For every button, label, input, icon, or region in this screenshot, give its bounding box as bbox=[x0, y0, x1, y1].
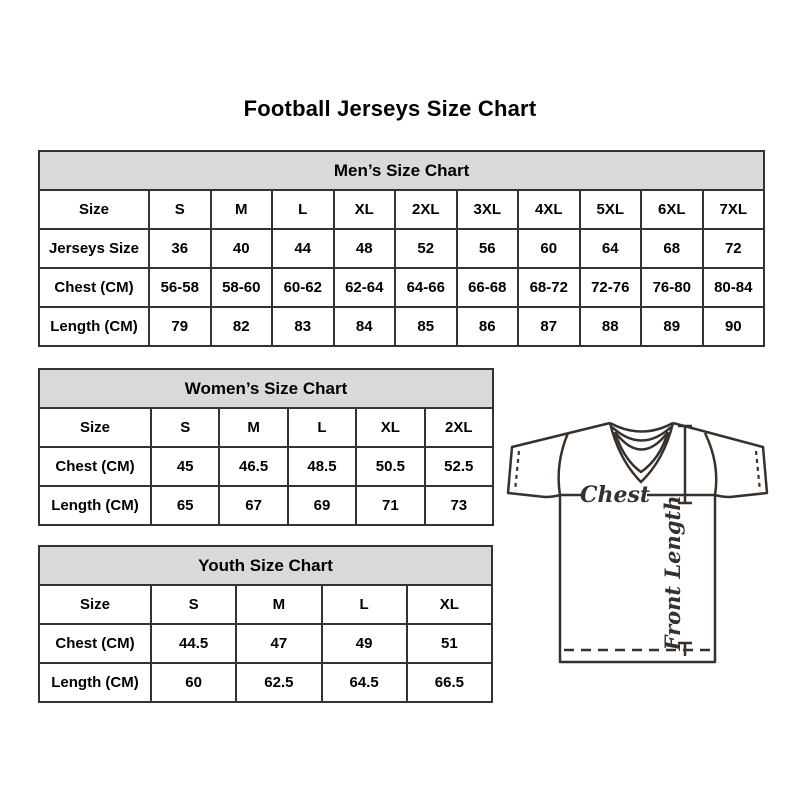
youth-table-title: Youth Size Chart bbox=[39, 546, 492, 585]
table-cell: 88 bbox=[580, 307, 642, 346]
table-cell: L bbox=[288, 408, 356, 447]
mens-table-title: Men’s Size Chart bbox=[39, 151, 764, 190]
table-row bbox=[39, 229, 764, 268]
table-cell: XL bbox=[407, 585, 492, 624]
table-cell: 66.5 bbox=[407, 663, 492, 702]
page-title: Football Jerseys Size Chart bbox=[243, 96, 537, 121]
row-label: Size bbox=[39, 585, 151, 624]
vneck-inner bbox=[615, 432, 668, 472]
table-cell: 72 bbox=[703, 229, 765, 268]
table-cell: 44.5 bbox=[151, 624, 236, 663]
mens-size-table bbox=[38, 150, 765, 347]
table-cell: 47 bbox=[236, 624, 321, 663]
table-cell: S bbox=[151, 585, 236, 624]
table-cell: 49 bbox=[322, 624, 407, 663]
table-cell: 5XL bbox=[580, 190, 642, 229]
table-row bbox=[39, 307, 764, 346]
youth-size-table bbox=[38, 545, 493, 703]
table-cell: M bbox=[211, 190, 273, 229]
table-cell: 73 bbox=[425, 486, 493, 525]
table-cell: M bbox=[236, 585, 321, 624]
table-cell: 84 bbox=[334, 307, 396, 346]
table-row bbox=[39, 486, 493, 525]
table-cell: 60 bbox=[151, 663, 236, 702]
table-row bbox=[39, 447, 493, 486]
table-cell: 64 bbox=[580, 229, 642, 268]
row-label: Length (CM) bbox=[39, 307, 149, 346]
table-cell: 58-60 bbox=[211, 268, 273, 307]
table-cell: 36 bbox=[149, 229, 211, 268]
armhole-seam-left bbox=[559, 433, 568, 495]
table-cell: 82 bbox=[211, 307, 273, 346]
table-cell: 46.5 bbox=[219, 447, 287, 486]
table-cell: 62.5 bbox=[236, 663, 321, 702]
table-cell: 2XL bbox=[395, 190, 457, 229]
table-cell: 4XL bbox=[518, 190, 580, 229]
table-cell: 64.5 bbox=[322, 663, 407, 702]
table-cell: 7XL bbox=[703, 190, 765, 229]
table-cell: 68 bbox=[641, 229, 703, 268]
jersey-outline bbox=[508, 423, 767, 662]
table-cell: 2XL bbox=[425, 408, 493, 447]
table-cell: 51 bbox=[407, 624, 492, 663]
table-cell: 52.5 bbox=[425, 447, 493, 486]
table-cell: S bbox=[151, 408, 219, 447]
row-label: Length (CM) bbox=[39, 663, 151, 702]
table-cell: 60 bbox=[518, 229, 580, 268]
table-cell: XL bbox=[356, 408, 424, 447]
chest-label: Chest bbox=[579, 482, 651, 508]
table-cell: 90 bbox=[703, 307, 765, 346]
table-cell: 69 bbox=[288, 486, 356, 525]
armhole-seam-right bbox=[705, 433, 716, 495]
table-cell: 65 bbox=[151, 486, 219, 525]
table-cell: 60-62 bbox=[272, 268, 334, 307]
row-label: Size bbox=[39, 190, 149, 229]
table-cell: 45 bbox=[151, 447, 219, 486]
womens-table-title: Women’s Size Chart bbox=[39, 369, 493, 408]
womens-size-table bbox=[38, 368, 494, 526]
row-label: Chest (CM) bbox=[39, 624, 151, 663]
row-label: Chest (CM) bbox=[39, 268, 149, 307]
table-cell: 52 bbox=[395, 229, 457, 268]
table-cell: 6XL bbox=[641, 190, 703, 229]
table-cell: 56 bbox=[457, 229, 519, 268]
table-row bbox=[39, 268, 764, 307]
table-row bbox=[39, 190, 764, 229]
table-cell: 3XL bbox=[457, 190, 519, 229]
table-cell: 85 bbox=[395, 307, 457, 346]
table-cell: 50.5 bbox=[356, 447, 424, 486]
table-cell: 87 bbox=[518, 307, 580, 346]
table-cell: 86 bbox=[457, 307, 519, 346]
jersey-measurement-diagram bbox=[500, 398, 780, 673]
table-cell: 44 bbox=[272, 229, 334, 268]
table-cell: 56-58 bbox=[149, 268, 211, 307]
table-cell: 64-66 bbox=[395, 268, 457, 307]
collar-back-arc bbox=[610, 423, 673, 432]
table-row bbox=[39, 624, 492, 663]
cuff-stitch-right bbox=[756, 451, 760, 491]
table-cell: 66-68 bbox=[457, 268, 519, 307]
row-label: Jerseys Size bbox=[39, 229, 149, 268]
table-cell: 48.5 bbox=[288, 447, 356, 486]
row-label: Length (CM) bbox=[39, 486, 151, 525]
cuff-stitch-left bbox=[515, 451, 519, 491]
table-cell: L bbox=[272, 190, 334, 229]
table-cell: 80-84 bbox=[703, 268, 765, 307]
table-cell: 76-80 bbox=[641, 268, 703, 307]
front-length-label: Front Length bbox=[660, 495, 685, 651]
table-cell: M bbox=[219, 408, 287, 447]
table-cell: S bbox=[149, 190, 211, 229]
table-cell: 68-72 bbox=[518, 268, 580, 307]
row-label: Size bbox=[39, 408, 151, 447]
table-cell: 79 bbox=[149, 307, 211, 346]
table-cell: 62-64 bbox=[334, 268, 396, 307]
table-row bbox=[39, 585, 492, 624]
table-cell: 40 bbox=[211, 229, 273, 268]
table-row bbox=[39, 408, 493, 447]
table-cell: XL bbox=[334, 190, 396, 229]
table-cell: 89 bbox=[641, 307, 703, 346]
table-row bbox=[39, 663, 492, 702]
table-cell: 48 bbox=[334, 229, 396, 268]
table-cell: 83 bbox=[272, 307, 334, 346]
table-cell: L bbox=[322, 585, 407, 624]
table-cell: 67 bbox=[219, 486, 287, 525]
row-label: Chest (CM) bbox=[39, 447, 151, 486]
table-cell: 72-76 bbox=[580, 268, 642, 307]
table-cell: 71 bbox=[356, 486, 424, 525]
